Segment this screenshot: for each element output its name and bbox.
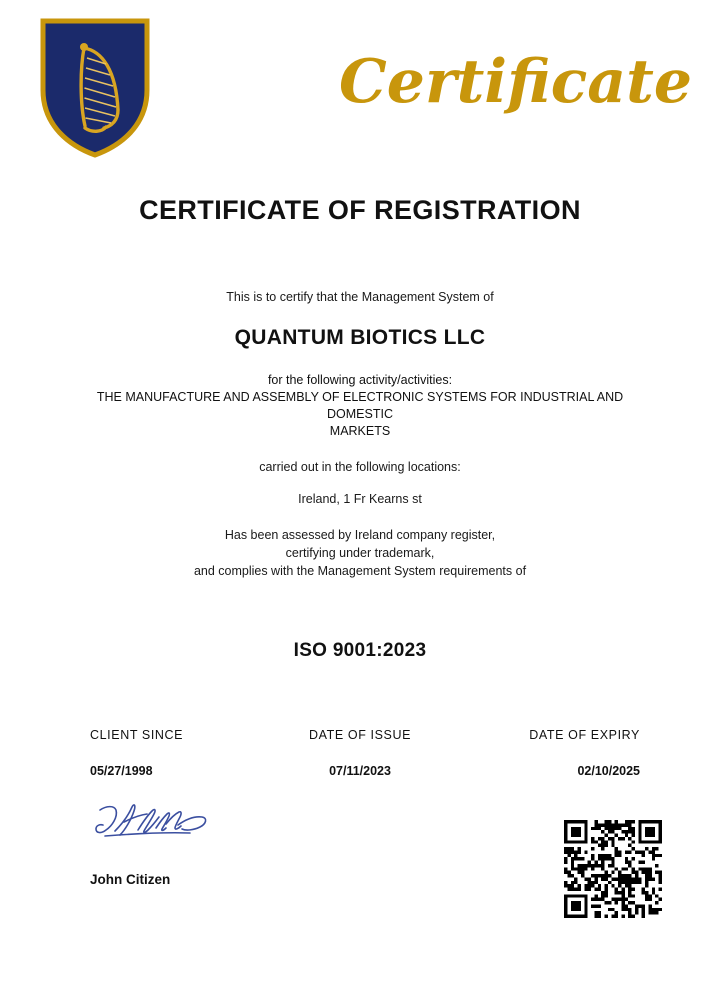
- activity-line-2: DOMESTIC: [327, 407, 393, 421]
- company-name: QUANTUM BIOTICS LLC: [234, 326, 486, 349]
- ireland-harp-crest-icon: [40, 18, 150, 158]
- client-since-label: CLIENT SINCE: [90, 728, 184, 742]
- assessed-line-1: Has been assessed by Ireland company register,: [224, 528, 496, 542]
- date-of-expiry-label: DATE OF EXPIRY: [529, 728, 640, 742]
- activity-label: for the following activity/activities:: [267, 373, 453, 387]
- certificate-header: [0, 0, 720, 170]
- date-of-expiry-value: 02/10/2025: [577, 764, 640, 778]
- assessed-line-2: certifying under trademark,: [285, 546, 435, 560]
- certify-line: This is to certify that the Management System of: [226, 290, 494, 304]
- client-since-value: 05/27/1998: [90, 764, 153, 778]
- activity-line-3: MARKETS: [329, 424, 391, 438]
- signer-name: John Citizen: [90, 872, 171, 887]
- date-of-issue-column: [250, 728, 470, 778]
- date-of-expiry-column: [472, 728, 692, 778]
- dates-row: [0, 728, 720, 788]
- qr-code-icon[interactable]: [564, 820, 662, 918]
- location-value: Ireland, 1 Fr Kearns st: [298, 492, 422, 506]
- activity-line-1: THE MANUFACTURE AND ASSEMBLY OF ELECTRONIC SYSTEMS FOR INDUSTRIAL AND: [96, 390, 624, 404]
- standard-name: ISO 9001:2023: [293, 640, 427, 661]
- handwritten-signature-icon: [90, 800, 290, 846]
- certificate-body: [0, 288, 720, 580]
- page-title: CERTIFICATE OF REGISTRATION: [139, 195, 581, 225]
- certificate-wordmark: Certificate: [339, 47, 692, 117]
- date-of-issue-label: DATE OF ISSUE: [308, 728, 412, 742]
- locations-label: carried out in the following locations:: [259, 460, 461, 474]
- date-of-issue-value: 07/11/2023: [329, 764, 391, 778]
- client-since-column: [28, 728, 248, 778]
- assessed-line-3: and complies with the Management System requirements of: [193, 564, 527, 578]
